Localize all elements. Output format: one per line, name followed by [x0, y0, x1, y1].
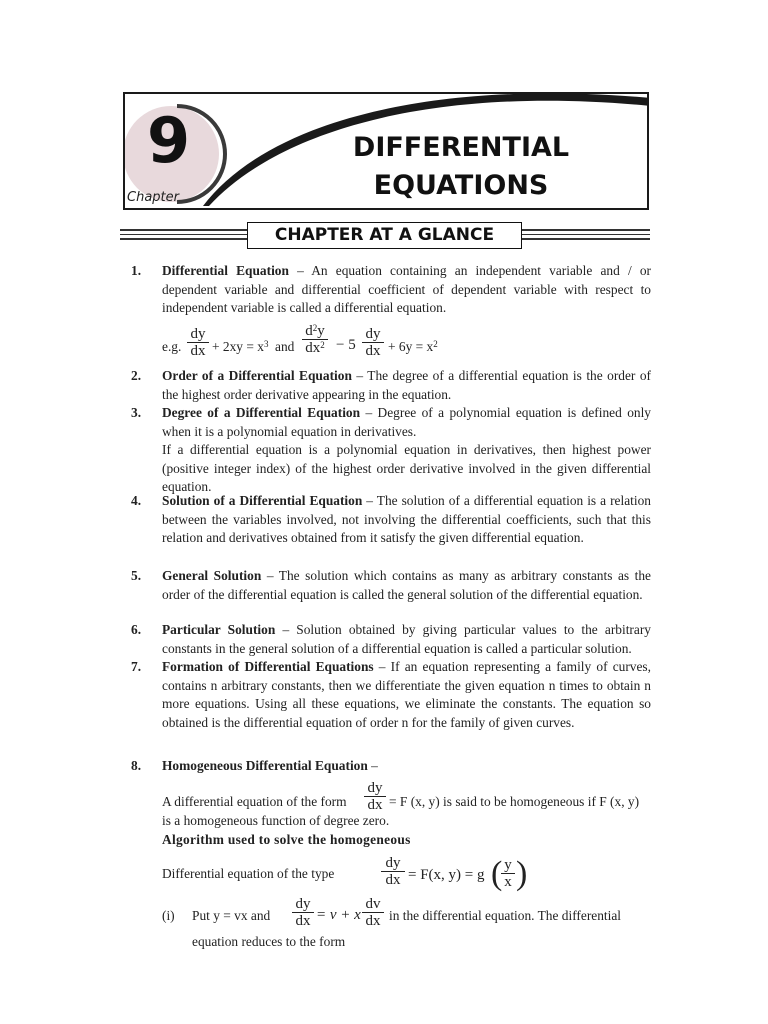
step-number: (i): [162, 908, 175, 923]
chapter-at-a-glance-banner: CHAPTER AT A GLANCE: [247, 222, 522, 249]
step-pre: Put y = vx and: [192, 908, 271, 923]
list-item-1: [131, 262, 651, 318]
list-item-8: [131, 757, 651, 776]
chapter-header: [123, 92, 649, 210]
item-term: Order of a Differential Equation: [162, 368, 352, 383]
dy-dx-fraction-2: dy dx: [362, 326, 384, 359]
item-number: 4.: [131, 493, 142, 508]
list-item-7: [131, 658, 651, 732]
algorithm-heading: Algorithm used to solve the homogeneous: [162, 832, 411, 847]
denominator: dx: [190, 343, 206, 359]
item-term: Homogeneous Differential Equation: [162, 758, 368, 773]
item-term: General Solution: [162, 568, 262, 583]
item-number: 8.: [131, 758, 142, 773]
eg-label: e.g.: [162, 339, 182, 354]
example-term-1: + $2xy = x^3$: [212, 339, 269, 354]
right-paren: ): [516, 855, 528, 892]
step-line2: equation reduces to the form: [192, 934, 346, 949]
minus-five: − 5: [336, 337, 356, 353]
example-term-2: + $6y = x^2$: [388, 339, 438, 354]
banner-rule-left: [120, 226, 248, 244]
item-term: Particular Solution: [162, 622, 276, 637]
item-text: – The degree of a differential equation is the order of the highest order derivative appearing in the equation.: [162, 368, 651, 402]
banner-rule-right: [520, 226, 650, 244]
item-text: – An equation containing an independent variable and / or dependent variable and differential coefficient of dependent variable with respect to independent variable is called a differential equation.: [162, 263, 651, 316]
item-text: – If an equation representing a family of curves, contains n arbitrary constants, then we differentiate the given equation n times to obtain n more equations. Using all these equations, we eliminate the constants. The equation so obtained is the differential equation of order n for the family of given curves.: [162, 659, 651, 730]
chapter-label: Chapter: [127, 190, 179, 205]
homog-line1-post: = F (x, y) is said to be homogeneous if F (x, y): [389, 794, 640, 809]
dy-dx-fraction-5: dy dx: [292, 896, 314, 929]
chapter-title-line-2: EQUATIONS: [373, 170, 549, 201]
step-mid: = v + x: [316, 907, 361, 923]
d2y-dx2-fraction: $d^2y$ $dx^2$: [302, 323, 328, 356]
item-term: Degree of a Differential Equation: [162, 405, 361, 420]
step-post: in the differential equation. The differential: [389, 908, 622, 923]
list-item-3: [131, 404, 651, 497]
item-text: – The solution of a differential equation is a relation between the variables involved, not involving the differential coefficients, such that this relation and derivatives obtained from it satisfy the given differential equation.: [162, 493, 652, 546]
item-term: Formation of Differential Equations: [162, 659, 374, 674]
item-number: 7.: [131, 659, 142, 674]
item-text: – Solution obtained by giving particular values to the arbitrary constants in the general solution of a differential equation is called a particular solution.: [162, 622, 651, 656]
item-number: 3.: [131, 405, 142, 420]
item-number: 1.: [131, 263, 142, 278]
item-text: –: [367, 758, 378, 773]
item-text-continued: If a differential equation is a polynomial equation in derivatives, then highest power (positive integer index) of the highest order derivative involved in the given differential equation.: [162, 442, 651, 495]
chapter-title-line-1: DIFFERENTIAL: [352, 132, 570, 163]
type-label: Differential equation of the type: [162, 866, 335, 881]
item-text: – Degree of a polynomial equation is defined only when it is a polynomial equation in derivatives.: [162, 405, 651, 439]
item-number: 2.: [131, 368, 142, 383]
type-equation: = F(x, y) = g: [408, 867, 485, 883]
y-over-x-fraction: y x: [501, 857, 515, 890]
left-paren: (: [491, 855, 503, 892]
list-item-5: [131, 567, 651, 604]
homog-line2: is a homogeneous function of degree zero.: [162, 813, 390, 828]
dv-dx-fraction: dv dx: [362, 896, 384, 929]
dy-dx-fraction: [187, 326, 209, 359]
item-number: 6.: [131, 622, 142, 637]
chapter-number: 9: [147, 104, 189, 177]
item-number: 5.: [131, 568, 142, 583]
numerator: dy: [190, 326, 206, 342]
list-item-6: [131, 621, 651, 658]
homog-line1-pre: A differential equation of the form: [162, 794, 347, 809]
dy-dx-fraction-4: dy dx: [381, 855, 405, 888]
item-term: Differential Equation: [162, 263, 289, 278]
list-item-2: [131, 367, 651, 404]
list-item-4: [131, 492, 651, 548]
and-label: and: [275, 339, 295, 354]
dy-dx-fraction-3: dy dx: [364, 780, 386, 813]
item-term: Solution of a Differential Equation: [162, 493, 363, 508]
item-text: – The solution which contains as many as arbitrary constants as the order of the differential equation is called the general solution of the differential equation.: [162, 568, 651, 602]
